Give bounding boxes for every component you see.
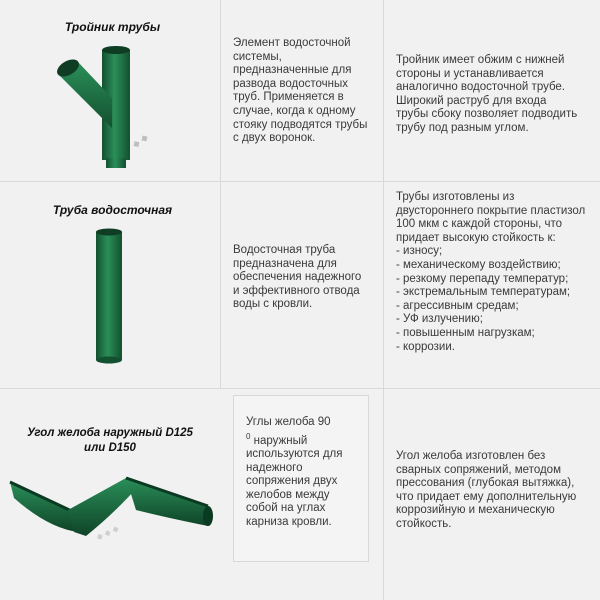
list-item: - экстремальным температурам; [396, 286, 571, 299]
tee-pipe-image [50, 40, 190, 190]
downpipe-purpose: Водосточная труба предназначена для обеспечения надежного и эффективного отвода воды с кровли. [233, 244, 362, 311]
downpipe-details [396, 191, 591, 354]
tee-purpose: Элемент водосточной системы, предназначенные для развода водосточных труб. Применяется в случае, когда к одному стояку подводятся трубы с двух воронок. [233, 37, 368, 145]
column-divider-2 [383, 0, 384, 181]
tee-title: Тройник трубы [64, 20, 161, 34]
svg-text:◆ ◆: ◆ ◆ [130, 132, 151, 151]
gutter-corner-title-line-1: Угол желоба наружный D125 [27, 427, 193, 439]
column-divider-4 [383, 182, 384, 388]
list-item: - механическому воздействию; [396, 258, 561, 271]
list-item: - коррозии. [396, 340, 455, 353]
downpipe-image [90, 228, 130, 368]
column-divider-5 [383, 389, 384, 600]
downpipe-details-intro: Трубы изготовлены из двустороннего покрытие пластизол 100 мкм с каждой стороны, что придает высокую стойкость к: [396, 191, 586, 244]
gutter-corner-title-line-2: или D150 [84, 442, 136, 454]
list-item: - агрессивным средам; [396, 299, 519, 312]
tee-details: Тройник имеет обжим с нижней стороны и устанавливается аналогично водосточной трубе. Широкий раструб для входа трубы сбоку позволяет подводить трубу под разным углом. [396, 54, 578, 134]
list-item: - износу; [396, 245, 443, 258]
column-divider-1 [220, 0, 221, 181]
list-item: - резкому перепаду температур; [396, 272, 569, 285]
gutter-corner-details: Угол желоба изготовлен без сварных сопряжений, методом прессования (глубокая вытяжка), что придает ему дополнительную коррозийную и механическую стойкость. [396, 450, 577, 530]
svg-text:◆ ◆ ◆: ◆ ◆ ◆ [95, 523, 121, 542]
degree-superscript: 0 [246, 431, 251, 441]
list-item: - повышенным нагрузкам; [396, 326, 535, 339]
gutter-corner-purpose-post: наружный используются для надежного сопряжения двух желобов между собой на углах карниза кровли. [246, 434, 343, 528]
gutter-corner-purpose-pre: Углы желоба 90 [246, 416, 331, 428]
gutter-corner-purpose [246, 416, 360, 530]
gutter-corner-title [0, 426, 220, 456]
list-item: - УФ излучению; [396, 313, 483, 326]
row-divider-2 [0, 388, 600, 389]
downpipe-title: Труба водосточная [52, 203, 173, 217]
resistance-list [396, 245, 591, 354]
column-divider-3 [220, 182, 221, 388]
gutter-corner-image [8, 470, 218, 560]
